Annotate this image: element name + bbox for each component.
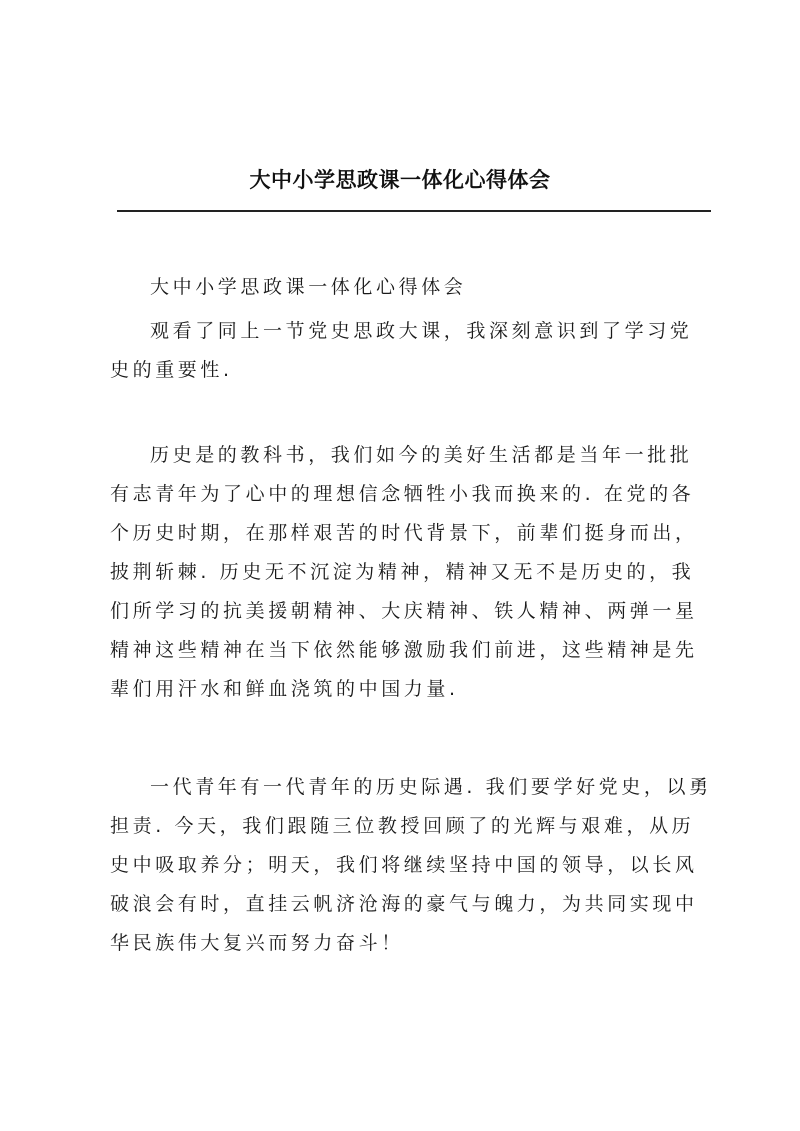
title-divider — [117, 210, 711, 212]
paragraph-1: 观看了同上一节党史思政大课，我深刻意识到了学习党史的重要性. — [110, 320, 693, 381]
paragraph-3: 一代青年有一代青年的历史际遇. 我们要学好党史，以勇担责. 今天，我们跟随三位教授回顾了的光辉与艰难，从历史中吸取养分；明天，我们将继续坚持中国的领导，以长风破浪会有时，直挂云帆济沧海的豪气与魄力，为共同实现中华民族伟大复兴而努力奋斗！ — [110, 776, 712, 954]
document-title: 大中小学思政课一体化心得体会 — [249, 168, 551, 192]
body-heading-line: 大中小学思政课一体化心得体会 — [150, 276, 467, 298]
paragraph-2: 历史是的教科书，我们如今的美好生活都是当年一批批有志青年为了心中的理想信念牺牲小我而换来的. 在党的各个历史时期，在那样艰苦的时代背景下，前辈们挺身而出，披荆斩棘. 历史无不沉淀为精神，精神又无不是历史的，我们所学习的抗美援朝精神、大庆精神、铁人精神、两弹一星精神这些精神在当下依然能够激励我们前进，这些精神是先辈们用汗水和鲜血浇筑的中国力量. — [110, 444, 698, 700]
